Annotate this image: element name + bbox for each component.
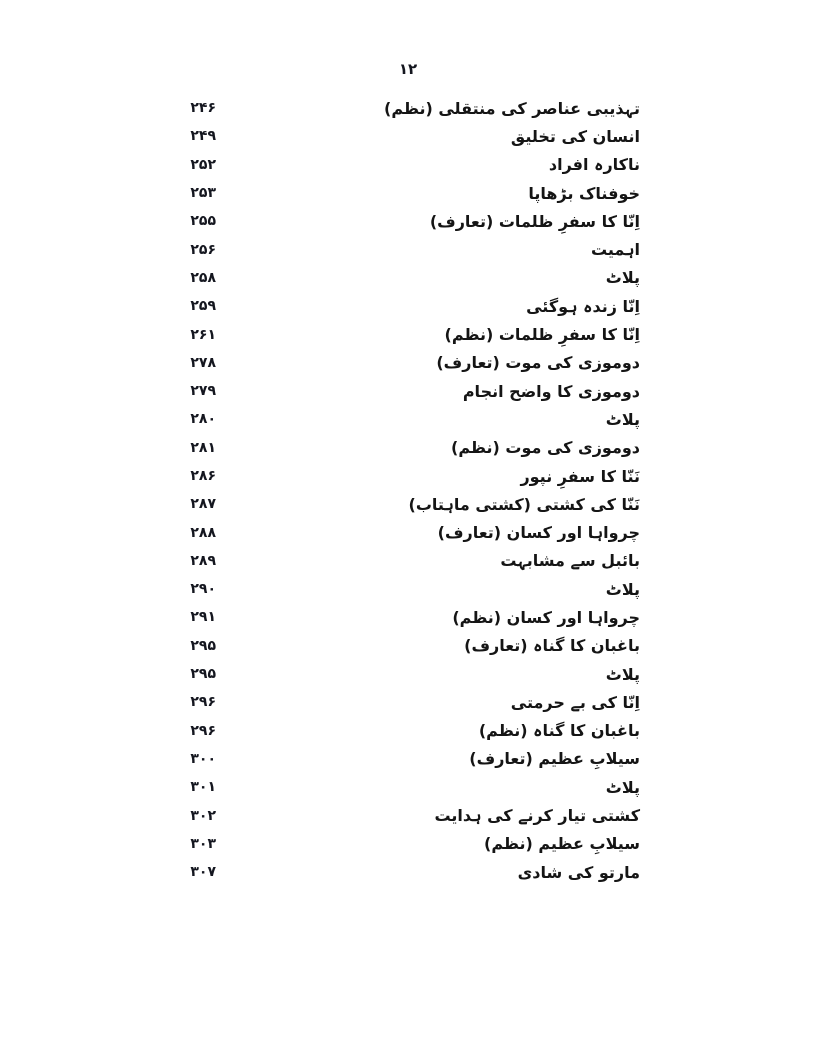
toc-entry-title: ناکارہ افراد [548,155,640,175]
toc-entry-row [178,320,640,348]
toc-entry-page-number: ۳۰۳ [190,835,216,852]
toc-entry-title: چرواہا اور کسان (تعارف) [437,523,640,543]
toc-entry-row [178,518,640,546]
toc-entry-title: پلاٹ [605,777,640,797]
toc-entry-row [178,207,640,235]
toc-entry-page-number: ۲۵۵ [190,213,216,230]
toc-entry-row [178,349,640,377]
toc-entry-row [178,547,640,575]
toc-entry-title: دوموزی کی موت (تعارف) [436,353,640,373]
toc-entry-page-number: ۲۹۰ [190,581,216,598]
toc-entry-page-number: ۲۵۶ [190,241,216,258]
toc-entry-page-number: ۲۶۱ [190,326,216,343]
toc-entry-page-number: ۳۰۲ [190,807,216,824]
toc-entry-row [178,179,640,207]
toc-entry-title: اہمیت [590,240,640,260]
toc-entry-title: نَنّا کی کشتی (کشتی ماہتاب) [408,494,640,514]
toc-entry-row [178,575,640,603]
toc-entry-row [178,688,640,716]
toc-entry-row [178,122,640,150]
toc-entry-page-number: ۲۵۸ [190,269,216,286]
toc-entry-title: چرواہا اور کسان (نظم) [452,607,640,627]
toc-entry-page-number: ۲۹۵ [190,637,216,654]
toc-entry-title: بائبل سے مشابہت [500,551,640,571]
toc-entry-page-number: ۲۸۱ [190,439,216,456]
toc-entry-row [178,717,640,745]
toc-entry-page-number: ۲۹۵ [190,666,216,683]
toc-entry-page-number: ۲۷۸ [190,354,216,371]
toc-entry-page-number: ۲۵۳ [190,185,216,202]
page-number: ۱۲ [398,60,418,78]
toc-entry-page-number: ۲۷۹ [190,383,216,400]
toc-entry-page-number: ۲۴۶ [190,100,216,117]
toc-entry-title: مارتو کی شادی [517,862,640,882]
toc-entry-row [178,264,640,292]
toc-entry-page-number: ۲۹۶ [190,722,216,739]
toc-entry-title: سیلابِ عظیم (تعارف) [469,749,640,769]
toc-entry-row [178,858,640,886]
toc-entry-page-number: ۲۵۹ [190,298,216,315]
toc-entry-row [178,434,640,462]
toc-entry-row [178,801,640,829]
toc-entry-page-number: ۲۴۹ [190,128,216,145]
toc-entry-row [178,745,640,773]
toc-entry-page-number: ۳۰۰ [190,750,216,767]
toc-entry-page-number: ۲۸۹ [190,552,216,569]
toc-entry-title: اِنّا کا سفرِ ظلمات (نظم) [444,325,640,345]
toc-entry-row [178,292,640,320]
toc-entry-page-number: ۲۹۱ [190,609,216,626]
toc-entry-title: پلاٹ [605,409,640,429]
table-of-contents [178,94,640,886]
toc-entry-row [178,773,640,801]
toc-entry-title: دوموزی کا واضح انجام [462,381,640,401]
toc-entry-row [178,405,640,433]
toc-entry-title: باغبان کا گناہ (تعارف) [464,636,640,656]
toc-entry-title: سیلابِ عظیم (نظم) [484,834,640,854]
toc-entry-page-number: ۲۵۲ [190,156,216,173]
toc-entry-page-number: ۲۸۸ [190,524,216,541]
toc-entry-title: انسان کی تخلیق [510,126,640,146]
toc-entry-page-number: ۲۸۰ [190,411,216,428]
toc-entry-row [178,462,640,490]
toc-entry-row [178,377,640,405]
toc-entry-title: پلاٹ [605,664,640,684]
toc-entry-title: اِنّا کا سفرِ ظلمات (تعارف) [429,211,640,231]
toc-entry-row [178,830,640,858]
toc-entry-title: باغبان کا گناہ (نظم) [478,721,640,741]
toc-entry-title: کشتی تیار کرنے کی ہدایت [434,806,640,826]
toc-entry-row [178,603,640,631]
toc-entry-page-number: ۲۸۶ [190,468,216,484]
toc-entry-page-number: ۲۸۷ [190,496,216,513]
toc-entry-title: اِنّا کی بے حرمتی [510,692,640,712]
toc-entry-page-number: ۳۰۱ [190,779,216,796]
toc-entry-title: نَنّا کا سفرِ نپور [520,466,640,486]
toc-entry-row [178,151,640,179]
toc-entry-title: دوموزی کی موت (نظم) [451,438,640,458]
toc-entry-page-number: ۲۹۶ [190,694,216,711]
toc-entry-page-number: ۳۰۷ [190,864,216,881]
toc-entry-title: اِنّا زندہ ہوگئی [526,296,640,316]
toc-entry-row [178,490,640,518]
toc-entry-row [178,235,640,263]
toc-entry-title: تہذیبی عناصر کی منتقلی (نظم) [384,98,640,118]
toc-entry-title: خوفناک بڑھاپا [528,183,640,203]
toc-entry-title: پلاٹ [605,579,640,599]
toc-entry-row [178,632,640,660]
toc-entry-row [178,660,640,688]
toc-entry-title: پلاٹ [605,268,640,288]
toc-entry-row [178,94,640,122]
